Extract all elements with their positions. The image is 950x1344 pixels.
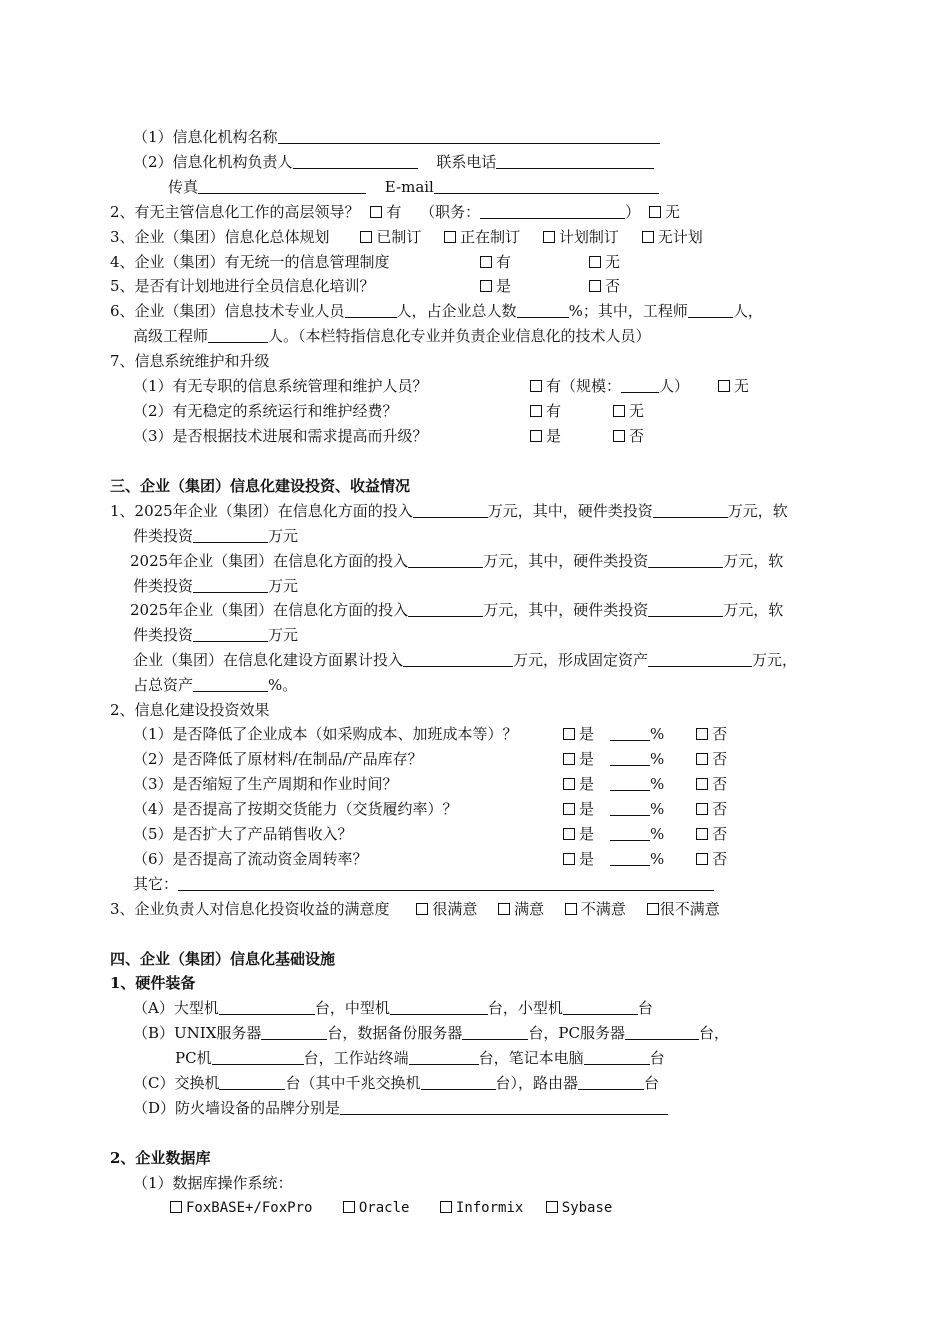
effect-1-no-label: 否: [712, 725, 728, 743]
effect-5-yes-label: 是: [579, 825, 595, 843]
hw-a-line: [133, 998, 653, 1018]
sat-opt2-checkbox[interactable]: [498, 903, 510, 915]
pc-server-field[interactable]: [625, 1024, 699, 1040]
satisfaction-line: [110, 899, 720, 919]
fax-label: 传真: [168, 178, 199, 196]
effect-1-yes-checkbox[interactable]: [563, 728, 575, 740]
invest-row-3: [130, 600, 783, 620]
effect-3-no-checkbox[interactable]: [696, 778, 708, 790]
other-label: 其它：: [133, 875, 179, 893]
q3-line: [110, 227, 703, 247]
q4-options-2: [589, 252, 620, 272]
invest-4-label-c: 万元，: [752, 651, 798, 669]
hw-b-label-b: 台，数据备份服务器: [327, 1024, 463, 1042]
laptop-field[interactable]: [584, 1049, 650, 1065]
org-head-line: [133, 152, 654, 172]
db-foxpro-label: FoxBASE+/FoxPro: [186, 1200, 313, 1216]
sat-opt1-checkbox[interactable]: [416, 903, 428, 915]
effect-6-no-checkbox[interactable]: [696, 853, 708, 865]
q5-yes-label: 是: [496, 277, 512, 295]
invest-3-hw-field[interactable]: [648, 601, 723, 617]
q2-position-label: （职务：: [420, 203, 481, 221]
q5-options-2: [589, 276, 620, 296]
invest-3b-label: 件类投资: [133, 626, 194, 644]
invest-3-sw-field[interactable]: [193, 626, 268, 642]
q4-line: [110, 252, 390, 272]
invest-2b-label: 件类投资: [133, 577, 194, 595]
q7-3-no-checkbox[interactable]: [613, 430, 625, 442]
q6b-senior-field[interactable]: [208, 327, 268, 343]
hw-a-label-b: 台，中型机: [314, 999, 390, 1017]
q3-opt1-checkbox[interactable]: [360, 231, 372, 243]
effect-3-yes-label: 是: [579, 775, 595, 793]
q7-2-line: [133, 401, 398, 421]
q3-opt4-label: 无计划: [657, 228, 703, 246]
effect-6-options: [563, 849, 727, 869]
router-field[interactable]: [578, 1074, 644, 1090]
invest-row-1b: [133, 526, 298, 546]
db-oracle-label: Oracle: [358, 1200, 410, 1216]
gigabit-switch-field[interactable]: [421, 1074, 496, 1090]
q7-1-no-checkbox[interactable]: [718, 380, 730, 392]
q7-1-options: [530, 376, 749, 396]
fax-email-line: [168, 177, 659, 197]
effect-5-percent-field[interactable]: [610, 825, 650, 841]
invest-row-3b: [133, 625, 298, 645]
q5-no-label: 否: [605, 277, 621, 295]
q4-yes-checkbox[interactable]: [480, 256, 492, 268]
q7-2-options: [530, 401, 561, 421]
pc-field[interactable]: [212, 1049, 304, 1065]
effect-1-options: [563, 724, 727, 744]
effect-3-no-label: 否: [712, 775, 728, 793]
invest-1-total-field[interactable]: [413, 502, 488, 518]
db-sybase-label: Sybase: [561, 1200, 613, 1216]
satisfaction-label: 3、企业负责人对信息化投资收益的满意度: [110, 900, 390, 918]
invest-4-label-b: 万元，形成固定资产: [513, 651, 649, 669]
effect-question-5: （5）是否扩大了产品销售收入？: [133, 825, 353, 843]
invest-3-label-b: 万元，其中，硬件类投资: [483, 601, 649, 619]
q7-3-no-label: 否: [629, 427, 645, 445]
invest-2-label: 2025年企业（集团）在信息化方面的投入: [130, 552, 409, 570]
hw-b2-label-b: 台，工作站终端: [303, 1049, 409, 1067]
effect-3-pct: %: [650, 775, 665, 793]
effect-question-6: （6）是否提高了流动资金周转率？: [133, 850, 368, 868]
effect-6-percent-field[interactable]: [610, 850, 650, 866]
q2-line: [110, 202, 680, 222]
q7-1-yes-label: 有（规模：: [546, 377, 622, 395]
q3-opt3-checkbox[interactable]: [543, 231, 555, 243]
database-title: 2、企业数据库: [110, 1149, 211, 1167]
effect-1-yes-label: 是: [579, 725, 595, 743]
org-head-label: （2）信息化机构负责人: [133, 153, 293, 171]
invest-3-label-c: 万元，软: [723, 601, 784, 619]
q6-staff-field[interactable]: [345, 302, 397, 318]
effect-4-options: [563, 799, 727, 819]
other-line: [133, 874, 714, 894]
q6b-label: 高级工程师: [133, 327, 209, 345]
backup-server-field[interactable]: [462, 1024, 528, 1040]
invest-2-total-field[interactable]: [408, 552, 483, 568]
q7-3-options: [530, 426, 561, 446]
q7-3-yes-checkbox[interactable]: [530, 430, 542, 442]
q7-label: 7、信息系统维护和升级: [110, 352, 270, 370]
q6-label-c: %；其中，工程师: [568, 302, 688, 320]
q5-no-checkbox[interactable]: [589, 280, 601, 292]
phone-label: 联系电话: [436, 153, 497, 171]
invest-3-label: 2025年企业（集团）在信息化方面的投入: [130, 601, 409, 619]
hw-b2-unit: 台: [649, 1049, 665, 1067]
effect-4-yes-label: 是: [579, 800, 595, 818]
effect-2-pct: %: [650, 750, 665, 768]
effect-3-percent-field[interactable]: [610, 775, 650, 791]
q6-line: [110, 301, 763, 321]
q7-1-line: [133, 376, 428, 396]
q6-percent-field[interactable]: [517, 302, 569, 318]
effect-2-no-checkbox[interactable]: [696, 753, 708, 765]
sat-opt4-label: 很不满意: [659, 900, 720, 918]
sat-opt4-checkbox[interactable]: [647, 903, 659, 915]
effect-1-no-checkbox[interactable]: [696, 728, 708, 740]
q2-label: 2、有无主管信息化工作的高层领导？: [110, 203, 360, 221]
q3-opt4-checkbox[interactable]: [642, 231, 654, 243]
effect-2-yes-label: 是: [579, 750, 595, 768]
hw-d-label: （D）防火墙设备的品牌分别是: [133, 1099, 341, 1117]
email-label: E-mail: [384, 178, 434, 196]
org-head-field[interactable]: [293, 153, 418, 169]
effect-5-options: [563, 824, 727, 844]
effect-6-yes-label: 是: [579, 850, 595, 868]
invest-row-4b: [133, 675, 297, 695]
hw-b2-line: [175, 1048, 665, 1068]
effect-4-percent-field[interactable]: [610, 800, 650, 816]
hw-a-label-c: 台，小型机: [487, 999, 563, 1017]
other-field[interactable]: [178, 875, 714, 891]
q7-2-no-label: 无: [629, 402, 645, 420]
q6-label-d: 人，: [732, 302, 763, 320]
q6b-line: [133, 326, 651, 346]
q3-label: 3、企业（集团）信息化总体规划: [110, 228, 330, 246]
q3-opt1-label: 已制订: [376, 228, 422, 246]
invest-4-label: 企业（集团）在信息化建设方面累计投入: [133, 651, 404, 669]
invest-1-label: 1、2025年企业（集团）在信息化方面的投入: [110, 502, 413, 520]
invest-row-2b: [133, 576, 298, 596]
db-informix-label: Informix: [455, 1200, 524, 1216]
q2-close-paren: ）: [625, 203, 641, 221]
workstation-field[interactable]: [409, 1049, 479, 1065]
q7-1-unit: 人）: [659, 377, 690, 395]
sat-opt3-label: 不满意: [580, 900, 626, 918]
db-options: [170, 1198, 612, 1218]
effect-5-pct: %: [650, 825, 665, 843]
invest-3-total-field[interactable]: [408, 601, 483, 617]
hw-b-label: （B）UNIX服务器: [133, 1024, 262, 1042]
hw-b2-label: PC机: [175, 1049, 212, 1067]
effect-2-yes-checkbox[interactable]: [563, 753, 575, 765]
q6-engineer-field[interactable]: [688, 302, 733, 318]
hw-b-label-c: 台，PC服务器: [528, 1024, 625, 1042]
effect-title: 2、信息化建设投资效果: [110, 701, 270, 719]
db-oracle-checkbox[interactable]: [343, 1201, 355, 1213]
hw-b2-label-c: 台，笔记本电脑: [478, 1049, 584, 1067]
effect-4-no-label: 否: [712, 800, 728, 818]
hw-b-line: [133, 1023, 729, 1043]
phone-field[interactable]: [496, 153, 654, 169]
q2-yes-label: 有: [386, 203, 402, 221]
effect-question-2: （2）是否降低了原材料/在制品/产品库存？: [133, 750, 423, 768]
section3-title: 三、企业（集团）信息化建设投资、收益情况: [110, 477, 411, 495]
sat-opt3-checkbox[interactable]: [565, 903, 577, 915]
hw-c-label: （C）交换机: [133, 1074, 220, 1092]
effect-6-no-label: 否: [712, 850, 728, 868]
invest-1-label-c: 万元，软: [727, 502, 788, 520]
switch-field[interactable]: [219, 1074, 285, 1090]
section4-title: 四、企业（集团）信息化基础设施: [110, 950, 336, 968]
q7-1-scale-field[interactable]: [621, 377, 659, 393]
invest-2-sw-field[interactable]: [193, 577, 268, 593]
q7-1-no-label: 无: [733, 377, 749, 395]
invest-2b-unit: 万元: [268, 577, 299, 595]
fax-field[interactable]: [198, 178, 366, 194]
firewall-brand-field[interactable]: [340, 1099, 668, 1115]
org-name-label: （1）信息化机构名称: [133, 128, 278, 146]
invest-3b-unit: 万元: [268, 626, 299, 644]
q6b-label-b: 人。（本栏特指信息化专业并负责企业信息化的技术人员）: [268, 327, 651, 345]
hw-a-label: （A）大型机: [133, 999, 219, 1017]
q7-2-label: （2）有无稳定的系统运行和维护经费？: [133, 402, 398, 420]
hw-d-line: [133, 1098, 668, 1118]
invest-1-hw-field[interactable]: [653, 502, 728, 518]
q6-label: 6、企业（集团）信息技术专业人员: [110, 302, 345, 320]
q5-line: [110, 276, 375, 296]
invest-4b-label: 占总资产: [133, 676, 194, 694]
effect-question-3: （3）是否缩短了生产周期和作业时间？: [133, 775, 398, 793]
q7-3-options-2: [613, 426, 644, 446]
unix-server-field[interactable]: [261, 1024, 327, 1040]
q7-2-options-2: [613, 401, 644, 421]
q4-options: [480, 252, 511, 272]
invest-row-2: [130, 551, 783, 571]
invest-1-label-b: 万元，其中，硬件类投资: [487, 502, 653, 520]
q7-2-yes-label: 有: [546, 402, 562, 420]
invest-1-sw-field[interactable]: [193, 527, 268, 543]
hw-c-label-c: 台），路由器: [495, 1074, 579, 1092]
effect-5-no-checkbox[interactable]: [696, 828, 708, 840]
effect-question-1: （1）是否降低了企业成本（如采购成本、加班成本等）？: [133, 725, 518, 743]
invest-row-4: [133, 650, 797, 670]
q7-2-no-checkbox[interactable]: [613, 405, 625, 417]
effect-1-percent-field[interactable]: [610, 725, 650, 741]
effect-2-options: [563, 749, 727, 769]
effect-2-percent-field[interactable]: [610, 750, 650, 766]
q4-yes-label: 有: [496, 253, 512, 271]
q5-options: [480, 276, 511, 296]
db-foxpro-checkbox[interactable]: [170, 1201, 182, 1213]
q7-1-label: （1）有无专职的信息系统管理和维护人员？: [133, 377, 428, 395]
q2-position-field[interactable]: [480, 203, 625, 219]
invest-cumulative-field[interactable]: [403, 651, 513, 667]
db-sybase-checkbox[interactable]: [546, 1201, 558, 1213]
hardware-title: 1、硬件装备: [110, 974, 196, 992]
email-field[interactable]: [434, 178, 659, 194]
effect-6-yes-checkbox[interactable]: [563, 853, 575, 865]
q7-2-yes-checkbox[interactable]: [530, 405, 542, 417]
invest-2-label-c: 万元，软: [723, 552, 784, 570]
invest-1b-unit: 万元: [268, 527, 299, 545]
invest-fixed-asset-field[interactable]: [648, 651, 752, 667]
effect-question-4: （4）是否提高了按期交货能力（交货履约率）？: [133, 800, 458, 818]
hw-c-line: [133, 1073, 659, 1093]
effect-4-pct: %: [650, 800, 665, 818]
q3-opt3-label: 计划制订: [558, 228, 619, 246]
q7-line: [110, 351, 270, 371]
effect-6-pct: %: [650, 850, 665, 868]
effect-3-options: [563, 774, 727, 794]
effect-1-pct: %: [650, 725, 665, 743]
q5-label: 5、是否有计划地进行全员信息化培训？: [110, 277, 375, 295]
q5-yes-checkbox[interactable]: [480, 280, 492, 292]
q3-opt2-label: 正在制订: [460, 228, 521, 246]
hw-b-unit: 台，: [699, 1024, 730, 1042]
effect-5-yes-checkbox[interactable]: [563, 828, 575, 840]
q2-no-checkbox[interactable]: [649, 206, 661, 218]
q4-no-label: 无: [605, 253, 621, 271]
invest-row-1: [110, 501, 788, 521]
q7-1-yes-checkbox[interactable]: [530, 380, 542, 392]
sat-opt1-label: 很满意: [432, 900, 478, 918]
minicomputer-field[interactable]: [563, 999, 638, 1015]
effect-4-yes-checkbox[interactable]: [563, 803, 575, 815]
invest-1b-label: 件类投资: [133, 527, 194, 545]
org-name-field[interactable]: [278, 128, 660, 144]
q7-3-label: （3）是否根据技术进展和需求提高而升级？: [133, 427, 428, 445]
effect-2-no-label: 否: [712, 750, 728, 768]
effect-4-no-checkbox[interactable]: [696, 803, 708, 815]
effect-3-yes-checkbox[interactable]: [563, 778, 575, 790]
q7-3-yes-label: 是: [546, 427, 562, 445]
hw-c-label-b: 台（其中千兆交换机: [285, 1074, 421, 1092]
org-name-line: [133, 127, 660, 147]
hw-a-unit: 台: [637, 999, 653, 1017]
db-os-label: （1）数据库操作系统：: [133, 1174, 293, 1192]
q3-opt2-checkbox[interactable]: [444, 231, 456, 243]
q6-label-b: 人，占企业总人数: [396, 302, 517, 320]
db-informix-checkbox[interactable]: [440, 1201, 452, 1213]
invest-4b-unit: %。: [268, 676, 298, 694]
invest-asset-share-field[interactable]: [193, 676, 268, 692]
sat-opt2-label: 满意: [514, 900, 545, 918]
q7-3-line: [133, 426, 428, 446]
midrange-field[interactable]: [390, 999, 488, 1015]
q4-no-checkbox[interactable]: [589, 256, 601, 268]
invest-2-hw-field[interactable]: [648, 552, 723, 568]
q2-no-label: 无: [664, 203, 680, 221]
q2-yes-checkbox[interactable]: [370, 206, 382, 218]
effect-5-no-label: 否: [712, 825, 728, 843]
invest-2-label-b: 万元，其中，硬件类投资: [483, 552, 649, 570]
hw-c-unit: 台: [644, 1074, 660, 1092]
mainframe-field[interactable]: [219, 999, 315, 1015]
q4-label: 4、企业（集团）有无统一的信息管理制度: [110, 253, 390, 271]
